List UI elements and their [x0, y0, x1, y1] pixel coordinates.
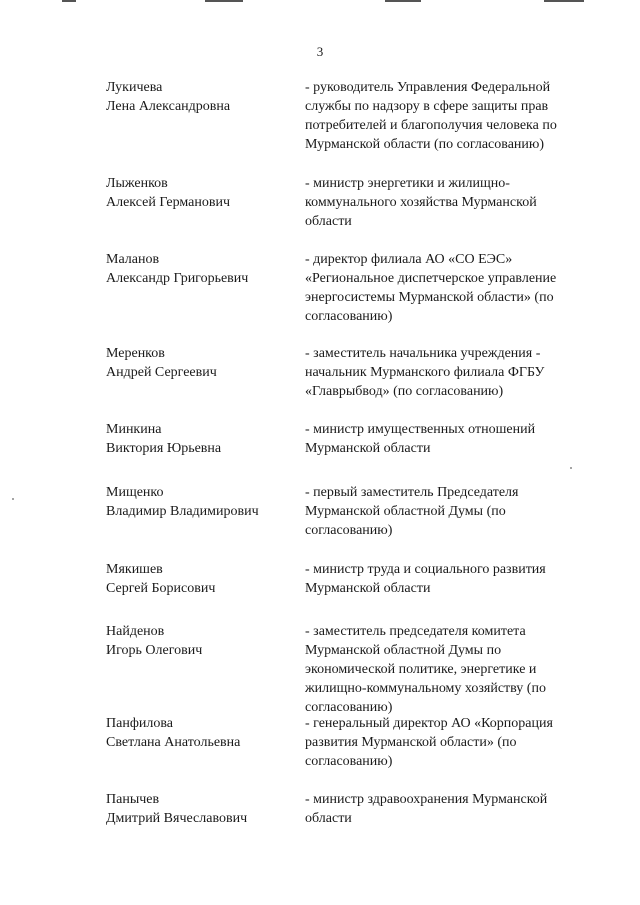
scan-mark — [385, 0, 421, 2]
position-line: - генеральный директор АО «Корпорация — [305, 716, 553, 731]
member-surname: Панычев — [106, 792, 160, 807]
member-position — [305, 174, 565, 231]
position-line: - директор филиала АО «СО ЕЭС» — [305, 252, 513, 267]
member-position — [305, 420, 565, 458]
position-line: - министр имущественных отношений — [305, 422, 536, 437]
member-given-names: Алексей Германович — [106, 195, 230, 210]
position-line: потребителей и благополучия человека по — [305, 118, 557, 133]
position-line: - заместитель начальника учреждения - — [305, 346, 541, 361]
position-line: «Главрыбвод» (по согласованию) — [305, 384, 504, 399]
scan-speck — [12, 498, 14, 500]
position-line: Мурманской области — [305, 581, 431, 596]
scan-mark — [544, 0, 584, 2]
scan-speck — [570, 467, 572, 469]
member-surname: Найденов — [106, 624, 165, 639]
position-line: - руководитель Управления Федеральной — [305, 80, 551, 95]
position-line: службы по надзору в сфере защиты прав — [305, 99, 549, 114]
position-line: Мурманской областной Думы по — [305, 643, 502, 658]
member-name — [106, 790, 296, 828]
member-surname: Мищенко — [106, 485, 164, 500]
member-given-names: Сергей Борисович — [106, 581, 216, 596]
member-surname: Лыженков — [106, 176, 168, 191]
position-line: развития Мурманской области» (по — [305, 735, 517, 750]
member-position — [305, 78, 565, 154]
member-name — [106, 344, 296, 382]
member-position — [305, 714, 565, 771]
member-given-names: Владимир Владимирович — [106, 504, 259, 519]
position-line: - министр здравоохранения Мурманской — [305, 792, 548, 807]
member-given-names: Александр Григорьевич — [106, 271, 249, 286]
member-position — [305, 483, 565, 540]
member-given-names: Лена Александровна — [106, 99, 231, 114]
position-line: согласованию) — [305, 754, 393, 769]
member-position — [305, 790, 565, 828]
position-line: - министр труда и социального развития — [305, 562, 546, 577]
position-line: Мурманской области — [305, 441, 431, 456]
position-line: - министр энергетики и жилищно- — [305, 176, 510, 191]
page-number: 3 — [316, 44, 324, 59]
member-name — [106, 714, 296, 752]
position-line: экономической политике, энергетике и — [305, 662, 537, 677]
position-line: Мурманской областной Думы (по — [305, 504, 506, 519]
scan-mark — [62, 0, 76, 2]
member-given-names: Виктория Юрьевна — [106, 441, 222, 456]
member-surname: Минкина — [106, 422, 162, 437]
position-line: области — [305, 811, 352, 826]
member-position — [305, 560, 565, 598]
member-surname: Маланов — [106, 252, 160, 267]
member-position — [305, 250, 565, 326]
position-line: согласованию) — [305, 700, 393, 715]
position-line: согласованию) — [305, 523, 393, 538]
position-line: - первый заместитель Председателя — [305, 485, 519, 500]
member-surname: Мякишев — [106, 562, 163, 577]
member-surname: Панфилова — [106, 716, 174, 731]
member-name — [106, 560, 296, 598]
member-name — [106, 174, 296, 212]
member-position — [305, 344, 565, 401]
position-line: - заместитель председателя комитета — [305, 624, 526, 639]
member-position — [305, 622, 565, 717]
member-name — [106, 483, 296, 521]
scan-mark — [205, 0, 243, 2]
member-given-names: Андрей Сергеевич — [106, 365, 217, 380]
position-line: жилищно-коммунальному хозяйству (по — [305, 681, 546, 696]
member-name — [106, 78, 296, 116]
position-line: начальник Мурманского филиала ФГБУ — [305, 365, 545, 380]
member-surname: Меренков — [106, 346, 165, 361]
member-surname: Лукичева — [106, 80, 163, 95]
member-given-names: Дмитрий Вячеславович — [106, 811, 248, 826]
position-line: согласованию) — [305, 309, 393, 324]
position-line: коммунального хозяйства Мурманской — [305, 195, 537, 210]
position-line: энергосистемы Мурманской области» (по — [305, 290, 554, 305]
member-name — [106, 420, 296, 458]
position-line: Мурманской области (по согласованию) — [305, 137, 545, 152]
member-given-names: Игорь Олегович — [106, 643, 203, 658]
position-line: «Региональное диспетчерское управление — [305, 271, 557, 286]
member-name — [106, 622, 296, 660]
member-given-names: Светлана Анатольевна — [106, 735, 241, 750]
member-name — [106, 250, 296, 288]
position-line: области — [305, 214, 352, 229]
